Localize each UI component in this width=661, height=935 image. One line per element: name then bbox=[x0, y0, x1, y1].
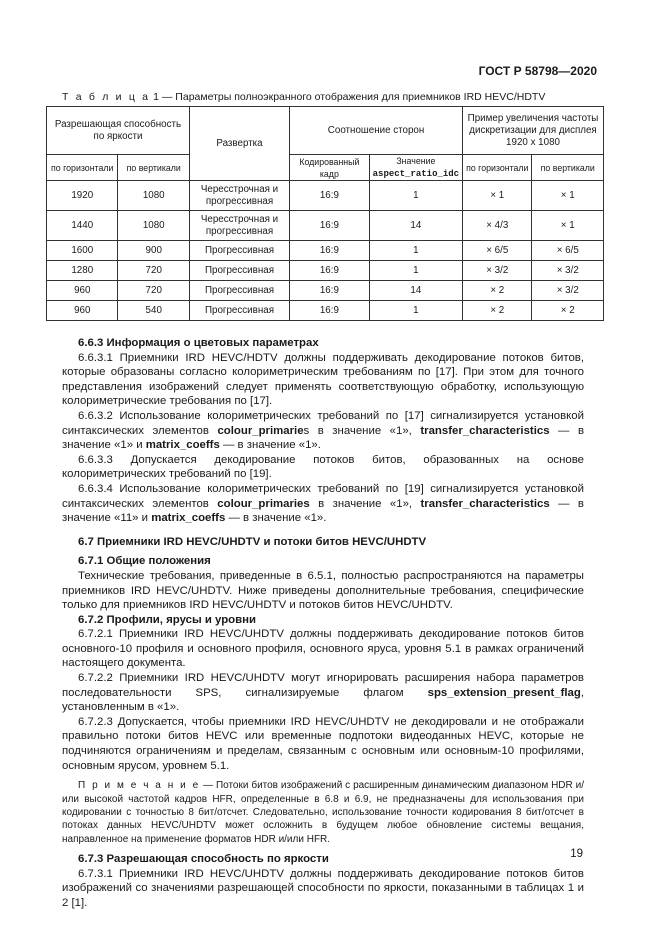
paragraph-6-6-3-4 bbox=[62, 482, 584, 526]
cell-idc: 14 bbox=[369, 281, 462, 301]
table-row bbox=[47, 211, 604, 241]
section-6-7-1-heading: 6.7.1 Общие положения bbox=[78, 555, 211, 568]
cell-up-horizontal: × 1 bbox=[463, 181, 532, 211]
cell-vertical: 1080 bbox=[118, 211, 189, 241]
cell-vertical: 1080 bbox=[118, 181, 189, 211]
cell-horizontal: 1280 bbox=[47, 261, 118, 281]
paragraph-6-6-3-3: 6.6.3.3 Допускается декодирование потоков битов, образованных на основе колориметрических требований по [19]. bbox=[62, 453, 584, 481]
table-row bbox=[47, 261, 604, 281]
cell-scan: Прогрессивная bbox=[189, 241, 289, 261]
cell-vertical: 540 bbox=[118, 301, 189, 321]
text-run: — в значение «1». bbox=[219, 439, 321, 452]
table-row bbox=[47, 241, 604, 261]
header-horizontal-2: по горизонтали bbox=[463, 155, 532, 181]
text-run: , установленным в «1». bbox=[62, 686, 584, 714]
page-number: 19 bbox=[570, 848, 583, 860]
cell-coded: 16:9 bbox=[290, 241, 370, 261]
header-value-label: Значение bbox=[396, 156, 436, 166]
cell-scan: Прогрессивная bbox=[189, 261, 289, 281]
note bbox=[62, 779, 584, 846]
text-run: — в значение «1». bbox=[225, 512, 327, 525]
cell-horizontal: 1440 bbox=[47, 211, 118, 241]
cell-idc: 1 bbox=[369, 301, 462, 321]
text-run: — в значение «11» и bbox=[62, 497, 584, 525]
paragraph-6-7-2-2 bbox=[62, 671, 584, 715]
header-vertical-2: по вертикали bbox=[532, 155, 604, 181]
cell-up-vertical: × 1 bbox=[532, 211, 604, 241]
header-aspect-ratio: Соотношение сторон bbox=[290, 107, 463, 155]
cell-idc: 1 bbox=[369, 261, 462, 281]
cell-coded: 16:9 bbox=[290, 261, 370, 281]
text-run: s в значение «1», bbox=[303, 424, 421, 437]
syntax-element: colour_primaries bbox=[217, 497, 310, 510]
cell-vertical: 900 bbox=[118, 241, 189, 261]
syntax-element: transfer_characteristics bbox=[420, 497, 550, 510]
cell-scan: Прогрессивная bbox=[189, 301, 289, 321]
paragraph-6-6-3-1: 6.6.3.1 Приемники IRD HEVC/HDTV должны поддерживать декодирование потоков битов, которые образованы согласно колориметрическим требованиям по [17]. При этом для точного представления изображений следует применять соответствующую обработку, использующую колориметрические требования по [17]. bbox=[62, 351, 584, 408]
cell-coded: 16:9 bbox=[290, 181, 370, 211]
cell-scan: Прогрессивная bbox=[189, 281, 289, 301]
table-caption-text: 1 — Параметры полноэкранного отображения для приемников IRD HEVC/HDTV bbox=[150, 91, 546, 103]
table-caption bbox=[62, 91, 545, 103]
syntax-element: transfer_characteristics bbox=[420, 424, 550, 437]
cell-up-horizontal: × 6/5 bbox=[463, 241, 532, 261]
cell-coded: 16:9 bbox=[290, 211, 370, 241]
cell-horizontal: 960 bbox=[47, 301, 118, 321]
cell-up-horizontal: × 2 bbox=[463, 281, 532, 301]
paragraph-6-7-2-1: 6.7.2.1 Приемники IRD HEVC/UHDTV должны поддерживать декодирование потоков битов основного-10 профиля и основного профиля, основного яруса, уровня 5.1 в рамках ограничений настоящего документа. bbox=[62, 628, 584, 670]
header-coded-frame: Кодированный кадр bbox=[290, 155, 370, 181]
note-label: П р и м е ч а н и е bbox=[78, 780, 201, 792]
text-run: 6.6.3.4 Использование колориметрических требований по [19] сигнализируется установкой синтаксических элементов bbox=[62, 482, 584, 510]
paragraph-6-6-3-2 bbox=[62, 409, 584, 453]
section-6-7-heading: 6.7 Приемники IRD HEVC/UHDTV и потоки битов HEVC/UHDTV bbox=[78, 535, 427, 548]
cell-up-horizontal: × 4/3 bbox=[463, 211, 532, 241]
text-run: в значение «1», bbox=[309, 497, 421, 510]
cell-up-vertical: × 6/5 bbox=[532, 241, 604, 261]
cell-up-vertical: × 3/2 bbox=[532, 261, 604, 281]
section-6-7-2-heading: 6.7.2 Профили, ярусы и уровни bbox=[78, 613, 257, 626]
cell-idc: 1 bbox=[369, 181, 462, 211]
cell-idc: 14 bbox=[369, 211, 462, 241]
table-row bbox=[47, 301, 604, 321]
header-upsampling: Пример увеличения частоты дискретизации для дисплея 1920 х 1080 bbox=[463, 107, 604, 155]
cell-up-horizontal: × 3/2 bbox=[463, 261, 532, 281]
cell-coded: 16:9 bbox=[290, 301, 370, 321]
paragraph-6-7-1: Технические требования, приведенные в 6.5.1, полностью распространяются на параметры приемников IRD HEVC/UHDTV. Ниже приведены дополнительные требования, специфические только для приемников IRD HEVC/UHDTV и потоков битов HEVC/UHDTV. bbox=[62, 569, 584, 612]
header-horizontal: по горизонтали bbox=[47, 155, 118, 181]
text-run: 6.7.2.2 Приемники IRD HEVC/UHDTV могут игнорировать расширения набора параметров последовательности SPS, сигнализируемые флагом bbox=[62, 672, 584, 699]
cell-horizontal: 1920 bbox=[47, 181, 118, 211]
syntax-element: colour_primarie bbox=[217, 424, 304, 437]
paragraph-6-7-2-3: 6.7.2.3 Допускается, чтобы приемники IRD HEVC/UHDTV не декодировали и не отображали правильно потоки битов HEVC или временные подпотоки видеоданных HEVC, которые не подчиняются ограничениям и пределам, связанным с основным или основным-10 профилями, основным ярусом, уровнем 5.1. bbox=[62, 715, 584, 772]
note-text: — Потоки битов изображений с расширенным динамическим диапазоном HDR и/или высокой частотой кадров HFR, определенные в 6.8 и 6.9, не предназначены для использования при кодировании с точностью 8 бит/отсчет. Следовательно, использование точности кодирования 8 бит/отсчет в потоках данных HEVC/UHDTV может осложнить в будущем любое обновление системы вещания, направленное на применение форматов HDR и/или HFR. bbox=[62, 780, 585, 845]
display-parameters-table bbox=[46, 106, 604, 321]
document-code: ГОСТ Р 58798—2020 bbox=[478, 64, 597, 78]
cell-up-vertical: × 1 bbox=[532, 181, 604, 211]
text-run: 6.6.3.2 Использование колориметрических требований по [17] сигнализируется установкой синтаксических элементов bbox=[62, 409, 584, 437]
cell-up-horizontal: × 2 bbox=[463, 301, 532, 321]
syntax-element: sps_extension_present_flag bbox=[427, 686, 581, 699]
header-idc-value bbox=[369, 155, 462, 181]
cell-coded: 16:9 bbox=[290, 281, 370, 301]
table-row bbox=[47, 181, 604, 211]
cell-idc: 1 bbox=[369, 241, 462, 261]
header-scan: Развертка bbox=[189, 107, 289, 181]
header-luma-resolution: Разрешающая способность по яркости bbox=[47, 107, 190, 155]
syntax-element: matrix_coeffs bbox=[151, 512, 226, 525]
table-caption-prefix: Т а б л и ц а bbox=[62, 91, 151, 103]
cell-vertical: 720 bbox=[118, 261, 189, 281]
cell-vertical: 720 bbox=[118, 281, 189, 301]
cell-horizontal: 1600 bbox=[47, 241, 118, 261]
text-run: — в значение «1» и bbox=[62, 424, 584, 452]
cell-scan: Чересстрочная и прогрессивная bbox=[189, 181, 289, 211]
cell-up-vertical: × 3/2 bbox=[532, 281, 604, 301]
cell-horizontal: 960 bbox=[47, 281, 118, 301]
cell-up-vertical: × 2 bbox=[532, 301, 604, 321]
section-6-7-3-heading: 6.7.3 Разрешающая способность по яркости bbox=[78, 853, 329, 866]
paragraph-6-7-3-1: 6.7.3.1 Приемники IRD HEVC/UHDTV должны поддерживать декодирование потоков битов изображений со значениями разрешающей способности по яркости, показанными в таблицах 1 и 2 [1]. bbox=[62, 867, 584, 910]
body-text bbox=[62, 336, 584, 911]
section-6-6-3-heading: 6.6.3 Информация о цветовых параметрах bbox=[78, 337, 319, 349]
table-row bbox=[47, 281, 604, 301]
header-vertical: по вертикали bbox=[118, 155, 189, 181]
cell-scan: Чересстрочная и прогрессивная bbox=[189, 211, 289, 241]
syntax-element: matrix_coeffs bbox=[145, 439, 220, 452]
header-idc-label: aspect_ratio_idc bbox=[372, 169, 460, 179]
